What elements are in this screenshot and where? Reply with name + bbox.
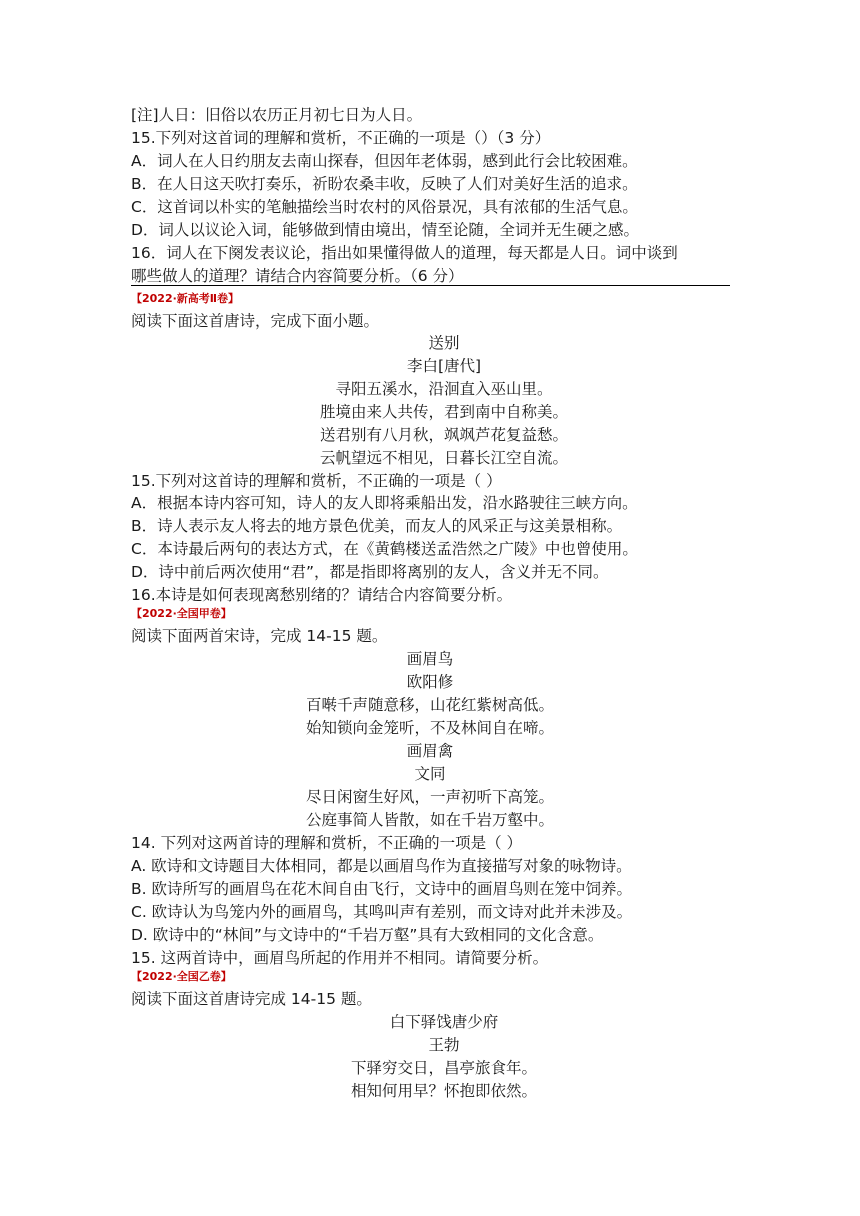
poem-title: 白下驿饯唐少府 <box>389 1013 499 1031</box>
option-c: C．这首词以朴实的笔触描绘当时农村的风俗景况，具有浓郁的生活气息。 <box>131 198 638 216</box>
poem-verse: 始知锁向金笼听，不及林间自在啼。 <box>305 719 554 737</box>
poem-verse: 下驿穷交日，昌亭旅食年。 <box>350 1059 537 1077</box>
exam-source-tag: 【2022·全国甲卷】 <box>131 607 232 620</box>
question-15: 15. 这两首诗中，画眉鸟所起的作用并不相同。请简要分析。 <box>131 949 549 967</box>
poem-author: 李白[唐代] <box>406 357 482 375</box>
poem-verse: 寻阳五溪水，沿洄直入巫山里。 <box>335 380 553 398</box>
poem-author: 欧阳修 <box>406 673 454 691</box>
option-a: A．根据本诗内容可知，诗人的友人即将乘船出发，沿水路驶往三峡方向。 <box>131 494 638 512</box>
question-14: 14. 下列对这两首诗的理解和赏析，不正确的一项是（ ） <box>131 834 523 852</box>
section-divider <box>131 285 730 286</box>
option-a: A．词人在人日约朋友去南山探春，但因年老体弱，感到此行会比较困难。 <box>131 152 638 170</box>
exam-source-tag: 【2022·新高考Ⅱ卷】 <box>131 292 240 305</box>
poem-author: 王勃 <box>428 1036 460 1054</box>
option-a: A. 欧诗和文诗题目大体相同，都是以画眉鸟作为直接描写对象的咏物诗。 <box>131 857 632 875</box>
poem-verse: 云帆望远不相见，日暮长江空自流。 <box>319 449 568 467</box>
poem-verse: 百啭千声随意移，山花红紫树高低。 <box>305 696 554 714</box>
poem-verse: 尽日闲窗生好风，一声初听下高笼。 <box>305 788 554 806</box>
reading-instruction: 阅读下面两首宋诗，完成 14-15 题。 <box>131 627 388 645</box>
exam-source-tag: 【2022·全国乙卷】 <box>131 970 232 983</box>
poem-title: 画眉禽 <box>406 742 454 760</box>
poem-verse: 送君别有八月秋，飒飒芦花复益愁。 <box>319 426 568 444</box>
option-c: C．本诗最后两句的表达方式，在《黄鹤楼送孟浩然之广陵》中也曾使用。 <box>131 540 638 558</box>
note-line: [注]人日：旧俗以农历正月初七日为人日。 <box>131 106 423 124</box>
poem-verse: 胜境由来人共传，君到南中自称美。 <box>319 403 568 421</box>
option-b: B．诗人表示友人将去的地方景色优美，而友人的风采正与这美景相称。 <box>131 517 623 535</box>
question-16: 16.本诗是如何表现离愁别绪的？请结合内容简要分析。 <box>131 586 513 604</box>
reading-instruction: 阅读下面这首唐诗，完成下面小题。 <box>131 312 380 330</box>
question-15: 15.下列对这首诗的理解和赏析，不正确的一项是（ ） <box>131 472 502 490</box>
question-16-line-1: 16．词人在下阕发表议论，指出如果懂得做人的道理，每天都是人日。词中谈到 <box>131 244 678 262</box>
reading-instruction: 阅读下面这首唐诗完成 14-15 题。 <box>131 990 372 1008</box>
option-d: D. 欧诗中的“林间”与文诗中的“千岩万壑”具有大致相同的文化含意。 <box>131 926 604 944</box>
poem-author: 文同 <box>414 765 446 783</box>
poem-title: 送别 <box>428 334 460 352</box>
question-15: 15.下列对这首词的理解和赏析，不正确的一项是（）（3 分） <box>131 129 551 147</box>
option-d: D．词人以议论入词，能够做到情由境出，情至论随，全词并无生硬之感。 <box>131 221 639 239</box>
question-16-line-2: 哪些做人的道理？请结合内容简要分析。（6 分） <box>131 267 464 285</box>
option-b: B. 欧诗所写的画眉鸟在花木间自由飞行，文诗中的画眉鸟则在笼中饲养。 <box>131 880 632 898</box>
poem-verse: 相知何用早？怀抱即依然。 <box>350 1082 537 1100</box>
poem-verse: 公庭事简人皆散，如在千岩万壑中。 <box>305 811 554 829</box>
option-b: B．在人日这天吹打奏乐，祈盼农桑丰收，反映了人们对美好生活的追求。 <box>131 175 638 193</box>
option-c: C. 欧诗认为鸟笼内外的画眉鸟，其鸣叫声有差别，而文诗对此并未涉及。 <box>131 903 633 921</box>
poem-title: 画眉鸟 <box>406 650 454 668</box>
option-d: D．诗中前后两次使用“君”，都是指即将离别的友人，含义并无不同。 <box>131 563 609 581</box>
